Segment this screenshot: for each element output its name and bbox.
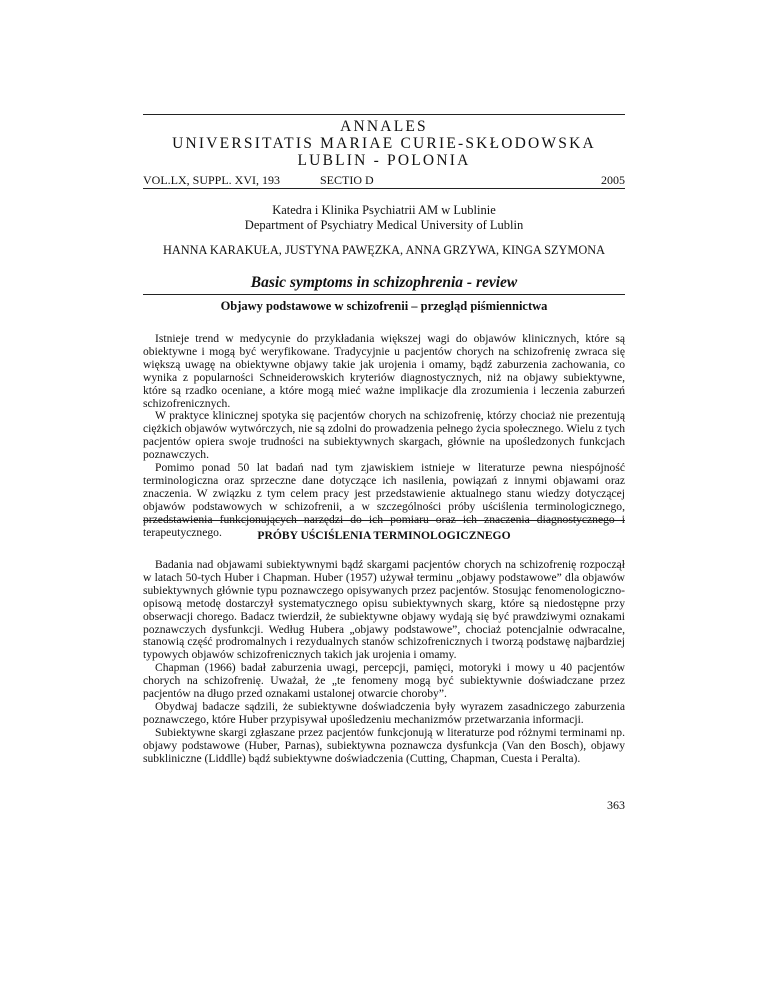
paragraph: Subiektywne skargi zgłaszane przez pacjentów funkcjonują w literaturze pod różnymi terminami np. objawy podstawowe (Huber, Parnas), subiektywna poznawcza dysfunkcja (Van den Bosch), objawy subkliniczne (Liddlle) bądź subiektywne doświadczenia (Cutting, Chapman, Cuesta i Peralta). [143,725,625,765]
journal-city-line: LUBLIN - POLONIA [297,152,471,169]
paragraph: Pomimo ponad 50 lat badań nad tym zjawiskiem istnieje w literaturze pewna niespójność terminologiczna oraz sprzeczne dane dotyczące ich nasilenia, powiązań z innymi objawami oraz znaczenia. W związku z tym celem pracy jest przedstawienie aktualnego stanu wiedzy dotyczącej objawów podstawowych w schizofrenii, a w szczególności próby uściślenia terminologicznego, przedstawienia funkcjonujących narzędzi do ich pomiaru oraz ich znaczenia diagnostycznego i terapeutycznego. [143,461,625,539]
section-label: SECTIO D [320,173,374,187]
article-title: Basic symptoms in schizophrenia - review [250,274,518,291]
volume-label: VOL.LX, SUPPL. XVI, 193 [143,173,281,187]
section-heading: PRÓBY UŚCIŚLENIA TERMINOLOGICZNEGO [257,529,511,542]
affiliation-polish: Katedra i Klinika Psychiatrii AM w Lublinie [272,203,496,217]
paragraph: Istnieje trend w medycynie do przykładania większej wagi do objawów klinicznych, które są obiektywne i mogą być weryfikowane. Tradycyjnie u pacjentów chorych na schizofrenię zwraca się większą uwagę na obiektywne objawy takie jak urojenia i omamy, bądź zaburzenia zachowania, co wynika z popularności Schneiderowskich kryteriów diagnostycznych, niż na objawy subiektywne, które są rzadko oceniane, a które mogą mieć ważne implikacje dla zrozumienia i leczenia zaburzeń schizofrenicznych. [143,332,625,410]
journal-university-line: UNIVERSITATIS MARIAE CURIE-SKŁODOWSKA [172,135,596,152]
article-subtitle: Objawy podstawowe w schizofrenii – przegląd piśmiennictwa [220,299,548,313]
paragraph: Badania nad objawami subiektywnymi bądź skargami pacjentów chorych na schizofrenię rozpoczął w latach 50-tych Huber i Chapman. Huber (1957) używał terminu „objawy podstawowe” dla objawów subiektywnych głównie typu poznawczego opisywanych przez pacjentów. Stosując fenomenologiczno-opisową metodę dostarczył systematycznego opisu subiektywnych skarg, które są niedostępne przy obserwacji chorego. Badacz twierdził, że subiektywne objawy wydają się być prawdziwymi oznakami poznawczych dysfunkcji. Według Hubera „objawy podstawowe”, chociaż potencjalnie odwracalne, stanowią część prodromalnych i rezydualnych stanów schizofrenicznych i tworzą podstawę najbardziej typowych objawów schizofrenicznych takich jak urojenia i omamy. [143,558,625,662]
paragraph: W praktyce klinicznej spotyka się pacjentów chorych na schizofrenię, którzy chociaż nie prezentują ciężkich objawów wytwórczych, nie są zdolni do prowadzenia pełnego życia społecznego. Wielu z tych pacjentów opiera swoje trudności na subiektywnych skargach, głównie na upośledzonych funkcjach poznawczych. [143,409,625,462]
journal-header [143,118,625,169]
paragraph: Chapman (1966) badał zaburzenia uwagi, percepcji, pamięci, motoryki i mowy u 40 pacjentów chorych na schizofrenię. Uważał, że „te fenomeny mogą być subiektywnie doświadczane przez pacjentów na długo przed oznakami ustalonej otwarcie choroby”. [143,661,625,701]
header-top-rule [143,114,625,115]
page-number: 363 [607,798,625,812]
paragraph: Obydwaj badacze sądzili, że subiektywne doświadczenia były wyrazem zasadniczego zaburzenia poznawczego, które Huber przypisywał upośledzeniu mechanizmów przetwarzania informacji. [143,699,625,726]
author-list: HANNA KARAKUŁA, JUSTYNA PAWĘZKA, ANNA GRZYWA, KINGA SZYMONA [163,243,605,257]
year-label: 2005 [601,173,625,187]
header-bottom-rule [143,188,625,189]
affiliation [143,203,625,233]
journal-name-line: ANNALES [340,118,428,135]
journal-info-line [143,173,625,187]
section-text [143,559,625,766]
affiliation-english: Department of Psychiatry Medical University of Lublin [244,218,524,232]
title-rule [143,294,625,295]
section-divider-rule [143,520,625,521]
intro-text [143,333,625,540]
